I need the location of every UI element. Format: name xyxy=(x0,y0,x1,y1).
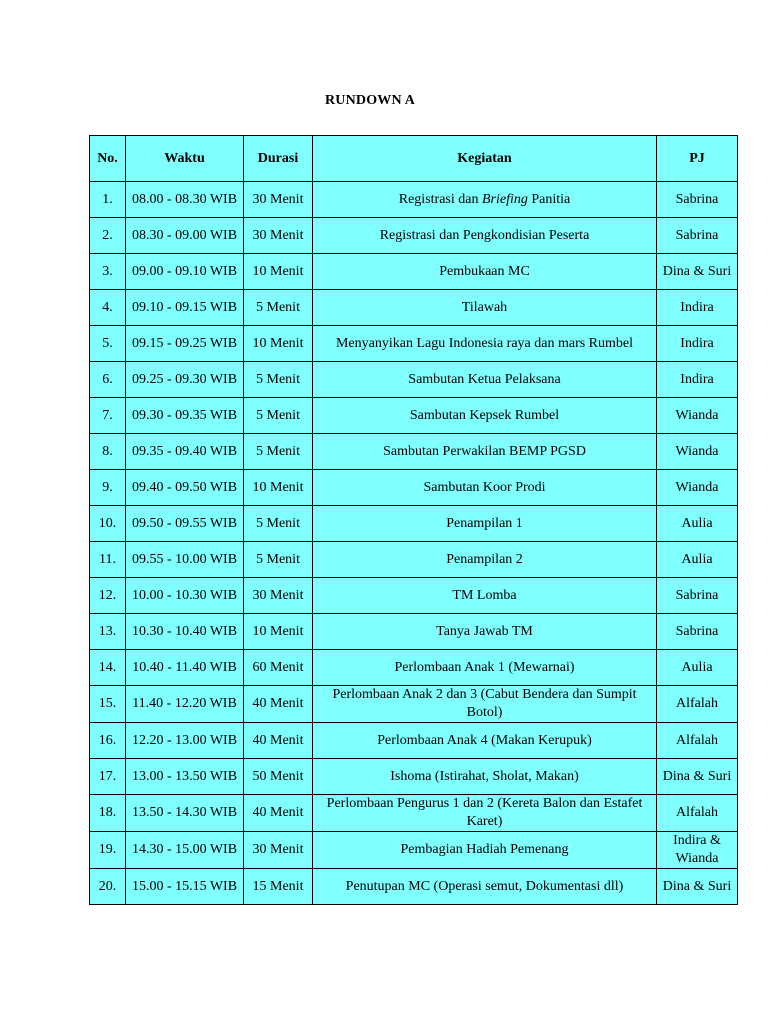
cell-no: 11. xyxy=(90,542,126,578)
cell-pj: Indira xyxy=(657,326,738,362)
table-row xyxy=(90,759,738,795)
table-row xyxy=(90,254,738,290)
cell-pj: Sabrina xyxy=(657,182,738,218)
rundown-body xyxy=(90,182,738,905)
cell-kegiatan: Sambutan Koor Prodi xyxy=(313,470,657,506)
cell-no: 18. xyxy=(90,795,126,832)
cell-pj: Wianda xyxy=(657,434,738,470)
cell-no: 10. xyxy=(90,506,126,542)
cell-pj: Alfalah xyxy=(657,795,738,832)
cell-kegiatan: Tanya Jawab TM xyxy=(313,614,657,650)
cell-kegiatan: Penutupan MC (Operasi semut, Dokumentasi dll) xyxy=(313,869,657,905)
cell-durasi: 15 Menit xyxy=(244,869,313,905)
cell-kegiatan: Registrasi dan Pengkondisian Peserta xyxy=(313,218,657,254)
cell-kegiatan: Sambutan Perwakilan BEMP PGSD xyxy=(313,434,657,470)
cell-pj: Indira xyxy=(657,290,738,326)
table-row xyxy=(90,182,738,218)
cell-waktu: 09.50 - 09.55 WIB xyxy=(126,506,244,542)
rundown-table xyxy=(89,135,738,905)
cell-durasi: 10 Menit xyxy=(244,614,313,650)
cell-no: 3. xyxy=(90,254,126,290)
table-row xyxy=(90,362,738,398)
table-row xyxy=(90,290,738,326)
cell-durasi: 30 Menit xyxy=(244,578,313,614)
cell-durasi: 10 Menit xyxy=(244,326,313,362)
cell-durasi: 30 Menit xyxy=(244,218,313,254)
cell-waktu: 09.25 - 09.30 WIB xyxy=(126,362,244,398)
cell-durasi: 30 Menit xyxy=(244,182,313,218)
cell-no: 20. xyxy=(90,869,126,905)
header-waktu: Waktu xyxy=(126,136,244,182)
table-row xyxy=(90,614,738,650)
table-row xyxy=(90,686,738,723)
cell-kegiatan: Perlombaan Anak 1 (Mewarnai) xyxy=(313,650,657,686)
table-row xyxy=(90,434,738,470)
cell-kegiatan: Perlombaan Anak 4 (Makan Kerupuk) xyxy=(313,723,657,759)
cell-no: 2. xyxy=(90,218,126,254)
cell-waktu: 11.40 - 12.20 WIB xyxy=(126,686,244,723)
cell-no: 17. xyxy=(90,759,126,795)
cell-durasi: 10 Menit xyxy=(244,254,313,290)
cell-waktu: 15.00 - 15.15 WIB xyxy=(126,869,244,905)
cell-waktu: 10.40 - 11.40 WIB xyxy=(126,650,244,686)
cell-kegiatan: Ishoma (Istirahat, Sholat, Makan) xyxy=(313,759,657,795)
document-title: RUNDOWN A xyxy=(324,93,416,108)
cell-kegiatan: Perlombaan Anak 2 dan 3 (Cabut Bendera dan Sumpit Botol) xyxy=(313,686,657,723)
cell-kegiatan: Penampilan 2 xyxy=(313,542,657,578)
cell-kegiatan: Sambutan Kepsek Rumbel xyxy=(313,398,657,434)
cell-waktu: 13.00 - 13.50 WIB xyxy=(126,759,244,795)
header-no: No. xyxy=(90,136,126,182)
cell-durasi: 40 Menit xyxy=(244,795,313,832)
cell-waktu: 10.00 - 10.30 WIB xyxy=(126,578,244,614)
cell-pj: Wianda xyxy=(657,470,738,506)
cell-waktu: 09.40 - 09.50 WIB xyxy=(126,470,244,506)
cell-pj: Sabrina xyxy=(657,614,738,650)
cell-waktu: 14.30 - 15.00 WIB xyxy=(126,832,244,869)
header-pj: PJ xyxy=(657,136,738,182)
cell-pj: Aulia xyxy=(657,506,738,542)
cell-pj: Alfalah xyxy=(657,723,738,759)
cell-no: 4. xyxy=(90,290,126,326)
cell-kegiatan: Perlombaan Pengurus 1 dan 2 (Kereta Balon dan Estafet Karet) xyxy=(313,795,657,832)
cell-pj: Indira xyxy=(657,362,738,398)
cell-durasi: 5 Menit xyxy=(244,362,313,398)
cell-no: 8. xyxy=(90,434,126,470)
table-row xyxy=(90,578,738,614)
cell-no: 14. xyxy=(90,650,126,686)
cell-no: 15. xyxy=(90,686,126,723)
cell-waktu: 13.50 - 14.30 WIB xyxy=(126,795,244,832)
cell-pj: Dina & Suri xyxy=(657,869,738,905)
cell-kegiatan: TM Lomba xyxy=(313,578,657,614)
cell-kegiatan: Pembukaan MC xyxy=(313,254,657,290)
cell-kegiatan: Pembagian Hadiah Pemenang xyxy=(313,832,657,869)
table-row xyxy=(90,398,738,434)
cell-pj: Dina & Suri xyxy=(657,254,738,290)
cell-no: 13. xyxy=(90,614,126,650)
cell-durasi: 5 Menit xyxy=(244,506,313,542)
cell-waktu: 09.10 - 09.15 WIB xyxy=(126,290,244,326)
cell-no: 6. xyxy=(90,362,126,398)
cell-pj: Dina & Suri xyxy=(657,759,738,795)
cell-kegiatan: Menyanyikan Lagu Indonesia raya dan mars Rumbel xyxy=(313,326,657,362)
cell-waktu: 08.00 - 08.30 WIB xyxy=(126,182,244,218)
cell-waktu: 09.00 - 09.10 WIB xyxy=(126,254,244,290)
cell-pj: Aulia xyxy=(657,542,738,578)
cell-durasi: 10 Menit xyxy=(244,470,313,506)
cell-durasi: 60 Menit xyxy=(244,650,313,686)
cell-pj: Wianda xyxy=(657,398,738,434)
cell-no: 9. xyxy=(90,470,126,506)
header-durasi: Durasi xyxy=(244,136,313,182)
cell-pj: Sabrina xyxy=(657,578,738,614)
cell-waktu: 09.30 - 09.35 WIB xyxy=(126,398,244,434)
cell-pj: Sabrina xyxy=(657,218,738,254)
cell-durasi: 40 Menit xyxy=(244,723,313,759)
table-row xyxy=(90,723,738,759)
cell-waktu: 08.30 - 09.00 WIB xyxy=(126,218,244,254)
table-row xyxy=(90,869,738,905)
table-row xyxy=(90,832,738,869)
cell-durasi: 40 Menit xyxy=(244,686,313,723)
cell-kegiatan: Penampilan 1 xyxy=(313,506,657,542)
table-row xyxy=(90,542,738,578)
cell-waktu: 10.30 - 10.40 WIB xyxy=(126,614,244,650)
table-row xyxy=(90,470,738,506)
cell-durasi: 30 Menit xyxy=(244,832,313,869)
cell-no: 12. xyxy=(90,578,126,614)
cell-kegiatan: Sambutan Ketua Pelaksana xyxy=(313,362,657,398)
table-row xyxy=(90,218,738,254)
cell-durasi: 5 Menit xyxy=(244,434,313,470)
table-row xyxy=(90,326,738,362)
table-row xyxy=(90,506,738,542)
cell-durasi: 5 Menit xyxy=(244,398,313,434)
cell-no: 5. xyxy=(90,326,126,362)
cell-waktu: 09.35 - 09.40 WIB xyxy=(126,434,244,470)
cell-durasi: 5 Menit xyxy=(244,542,313,578)
cell-durasi: 50 Menit xyxy=(244,759,313,795)
cell-waktu: 09.15 - 09.25 WIB xyxy=(126,326,244,362)
cell-no: 16. xyxy=(90,723,126,759)
cell-no: 19. xyxy=(90,832,126,869)
cell-kegiatan: Tilawah xyxy=(313,290,657,326)
header-row xyxy=(90,136,738,182)
cell-pj: Alfalah xyxy=(657,686,738,723)
header-kegiatan: Kegiatan xyxy=(313,136,657,182)
cell-pj: Indira & Wianda xyxy=(657,832,738,869)
cell-durasi: 5 Menit xyxy=(244,290,313,326)
cell-waktu: 09.55 - 10.00 WIB xyxy=(126,542,244,578)
cell-no: 1. xyxy=(90,182,126,218)
cell-waktu: 12.20 - 13.00 WIB xyxy=(126,723,244,759)
cell-kegiatan: Registrasi dan Briefing Panitia xyxy=(313,182,657,218)
cell-pj: Aulia xyxy=(657,650,738,686)
table-row xyxy=(90,650,738,686)
table-row xyxy=(90,795,738,832)
cell-no: 7. xyxy=(90,398,126,434)
